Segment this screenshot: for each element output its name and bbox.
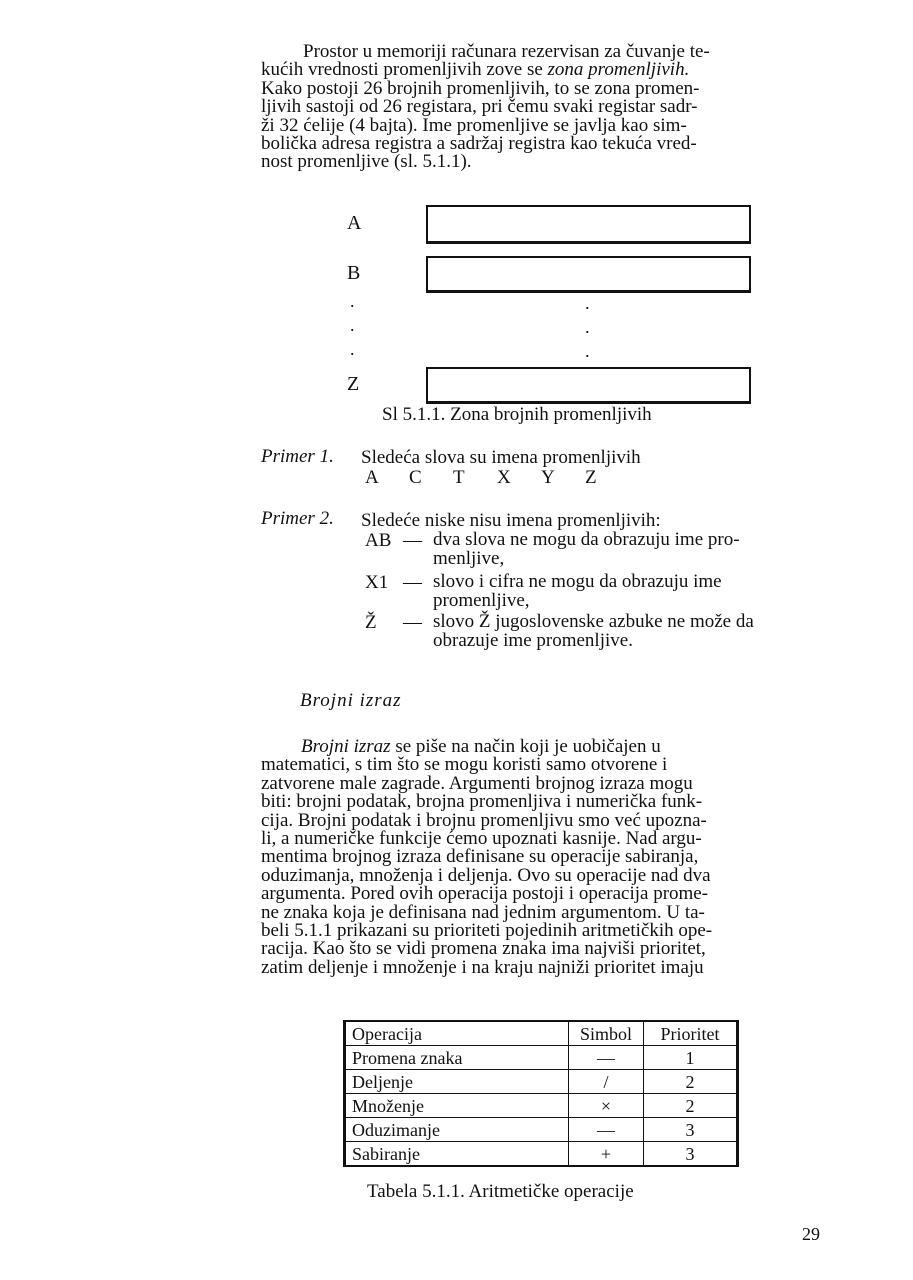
ellipsis-dot: . — [350, 315, 355, 335]
example2-text: Sledeće niske nisu imena promenljivih: — [361, 510, 661, 531]
example2-label: Primer 2. — [261, 508, 334, 529]
body-line: zatvorene male zagrade. Argumenti brojnog izraza mogu — [261, 772, 693, 794]
intro-line: ljivih sastoji od 26 registara, pri čemu svaki registar sadr- — [261, 96, 698, 118]
operations-table — [343, 1020, 739, 1167]
register-label-a: A — [347, 212, 362, 234]
item-dash: — — [403, 530, 422, 551]
example1-text: Sledeća slova su imena promenljivih — [361, 447, 641, 468]
item-line: slovo i cifra ne mogu da obrazuju ime — [433, 571, 722, 592]
item-line: slovo Ž jugoslovenske azbuke ne može da — [433, 611, 754, 632]
register-box-a — [426, 205, 751, 244]
body-line: ne znaka koja je definisana nad jednim argumentom. U ta- — [261, 901, 705, 923]
letter: Z — [585, 467, 597, 488]
body-line: li, a numeričke funkcije ćemo upoznati kasnije. Nad argu- — [261, 828, 702, 850]
item-line: menljive, — [433, 548, 505, 569]
register-box-b — [426, 256, 751, 293]
item-key: AB — [365, 530, 392, 551]
intro-line: Kako postoji 26 brojnih promenljivih, to se zona promen- — [261, 77, 700, 99]
page-number: 29 — [802, 1224, 820, 1244]
body-line: argumenta. Pored ovih operacija postoji i operacija prome- — [261, 883, 709, 905]
letter: Y — [541, 467, 555, 488]
table-header-cell: Operacija — [345, 1021, 569, 1046]
register-box-z — [426, 367, 751, 404]
table-cell: Sabiranje — [345, 1142, 569, 1167]
letter: C — [409, 467, 422, 488]
table-cell: / — [569, 1070, 644, 1094]
body-line: beli 5.1.1 prikazani su prioriteti pojedinih aritmetičkih ope- — [261, 920, 713, 942]
table-row — [345, 1046, 738, 1070]
table-cell: × — [569, 1094, 644, 1118]
table-cell: 2 — [644, 1070, 738, 1094]
letter: X — [497, 467, 511, 488]
body-line: biti: brojni podatak, brojna promenljiva i numerička funk- — [261, 791, 703, 813]
intro-line-emphasis: zona promenljivih. — [547, 59, 690, 81]
body-line: matematici, s tim što se mogu koristi samo otvorene i — [261, 754, 668, 776]
intro-line: ži 32 ćelije (4 bajta). Ime promenljive se javlja kao sim- — [261, 114, 687, 136]
register-label-b: B — [347, 262, 361, 284]
item-key: X1 — [365, 572, 389, 593]
intro-line: bolička adresa registra a sadržaj registra kao tekuća vred- — [261, 133, 697, 155]
table-row — [345, 1118, 738, 1142]
table-cell: — — [569, 1046, 644, 1070]
table-row — [345, 1094, 738, 1118]
table-caption: Tabela 5.1.1. Aritmetičke operacije — [367, 1181, 634, 1202]
table-cell: Množenje — [345, 1094, 569, 1118]
table-header-cell: Prioritet — [644, 1021, 738, 1046]
body-line-text: se piše na način koji je uobičajen u — [390, 736, 661, 757]
intro-line: Prostor u memoriji računara rezervisan za čuvanje te- — [303, 41, 710, 62]
body-emphasis: Brojni izraz — [301, 736, 391, 757]
figure-caption: Sl 5.1.1. Zona brojnih promenljivih — [382, 404, 652, 425]
body-line: zatim deljenje i množenje i na kraju najniži prioritet imaju — [261, 956, 704, 978]
table-header-row — [345, 1021, 738, 1046]
register-label-z: Z — [347, 373, 360, 395]
item-line: dva slova ne mogu da obrazuju ime pro- — [433, 529, 740, 550]
table-cell: 3 — [644, 1142, 738, 1167]
item-text — [433, 612, 828, 650]
example1-label: Primer 1. — [261, 446, 334, 467]
item-line: obrazuje ime promenljive. — [433, 630, 633, 651]
body-line: racija. Kao što se vidi promena znaka ima najviši prioritet, — [261, 938, 706, 960]
letter: T — [453, 467, 465, 488]
table-row — [345, 1070, 738, 1094]
ellipsis-dot: . — [350, 291, 355, 311]
item-dash: — — [403, 612, 422, 633]
table-cell: — — [569, 1118, 644, 1142]
item-key: Ž — [365, 612, 377, 633]
item-line: promenljive, — [433, 590, 530, 611]
table-cell: 2 — [644, 1094, 738, 1118]
table-row — [345, 1142, 738, 1167]
table-cell: + — [569, 1142, 644, 1167]
body-paragraph — [261, 738, 828, 977]
example1-letters — [365, 467, 629, 489]
body-line: oduzimanja, množenja i deljenja. Ovo su operacije nad dva — [261, 864, 711, 886]
item-text — [433, 572, 828, 610]
item-dash: — — [403, 572, 422, 593]
item-text — [433, 530, 828, 568]
table-header-cell: Simbol — [569, 1021, 644, 1046]
table-cell: 3 — [644, 1118, 738, 1142]
intro-line: nost promenljive (sl. 5.1.1). — [261, 151, 472, 173]
section-heading: Brojni izraz — [300, 690, 402, 711]
intro-line-text: kućih vrednosti promenljivih zove se — [261, 59, 548, 81]
intro-paragraph — [261, 43, 828, 172]
table-cell: 1 — [644, 1046, 738, 1070]
ellipsis-dot: . — [585, 341, 590, 361]
body-line: cija. Brojni podatak i brojnu promenljivu smo već upozna- — [261, 809, 707, 831]
body-line: mentima brojnog izraza definisane su operacije sabiranja, — [261, 846, 699, 868]
table-cell: Deljenje — [345, 1070, 569, 1094]
table-cell: Promena znaka — [345, 1046, 569, 1070]
ellipsis-dot: . — [585, 317, 590, 337]
letter: A — [365, 467, 379, 488]
ellipsis-dot: . — [350, 339, 355, 359]
ellipsis-dot: . — [585, 293, 590, 313]
table-cell: Oduzimanje — [345, 1118, 569, 1142]
